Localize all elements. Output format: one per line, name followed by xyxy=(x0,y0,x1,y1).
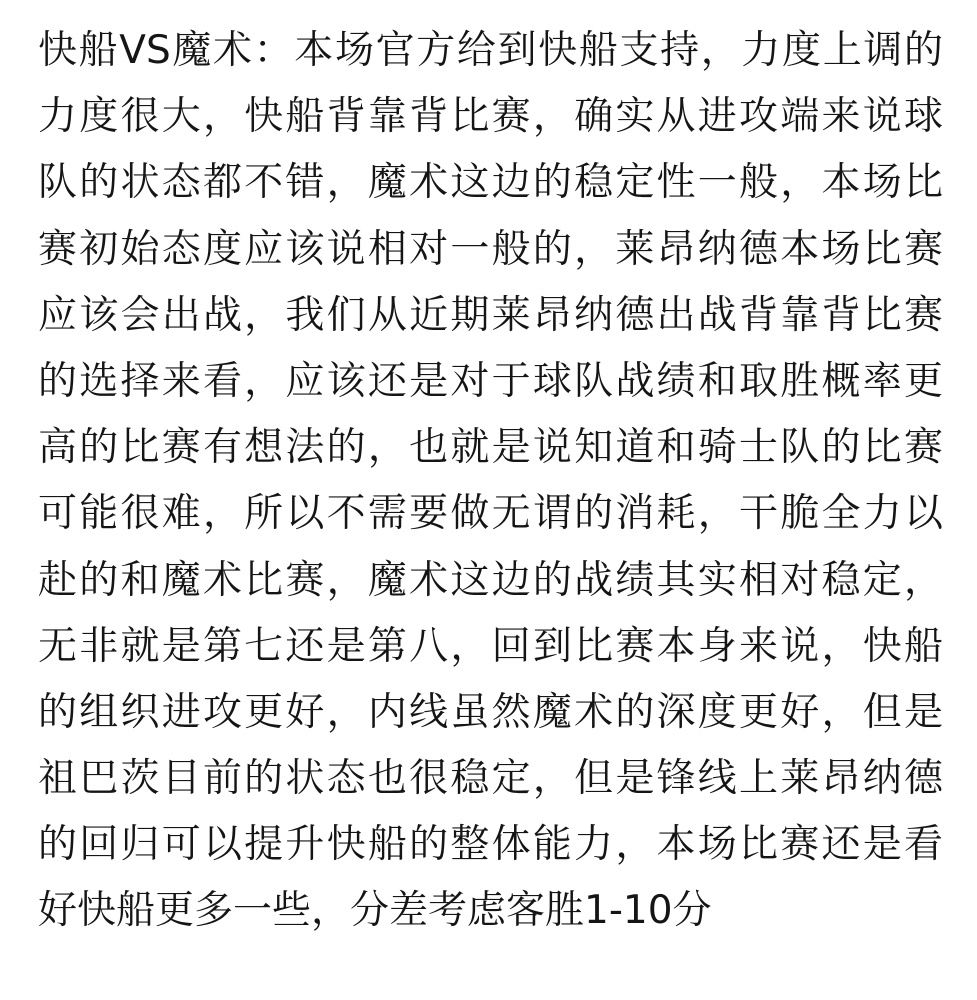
article-line-12: 祖巴茨目前的状态也很稳定，但是锋线上莱昂纳德 xyxy=(38,756,943,802)
article-line-14: 好快船更多一些，分差考虑客胜1-10分 xyxy=(38,888,712,934)
article-line-1: 快船VS魔术：本场官方给到快船支持，力度上调的 xyxy=(38,28,943,73)
article-body xyxy=(38,18,943,945)
article-line-13: 的回归可以提升快船的整体能力，本场比赛还是看 xyxy=(38,822,943,868)
article-line-6: 的选择来看，应该还是对于球队战绩和取胜概率更 xyxy=(38,358,943,404)
article-line-10: 无非就是第七还是第八，回到比赛本身来说，快船 xyxy=(38,623,943,669)
article-line-3: 队的状态都不错，魔术这边的稳定性一般，本场比 xyxy=(38,160,943,206)
article-line-11: 的组织进攻更好，内线虽然魔术的深度更好，但是 xyxy=(38,689,943,735)
article-line-7: 高的比赛有想法的，也就是说知道和骑士队的比赛 xyxy=(38,425,943,471)
article-line-9: 赴的和魔术比赛，魔术这边的战绩其实相对稳定， xyxy=(38,557,943,603)
article-line-2: 力度很大，快船背靠背比赛，确实从进攻端来说球 xyxy=(38,94,943,140)
article-line-5: 应该会出战，我们从近期莱昂纳德出战背靠背比赛 xyxy=(38,292,943,338)
article-line-8: 可能很难，所以不需要做无谓的消耗，干脆全力以 xyxy=(38,491,943,537)
article-line-4: 赛初始态度应该说相对一般的，莱昂纳德本场比赛 xyxy=(38,226,943,272)
